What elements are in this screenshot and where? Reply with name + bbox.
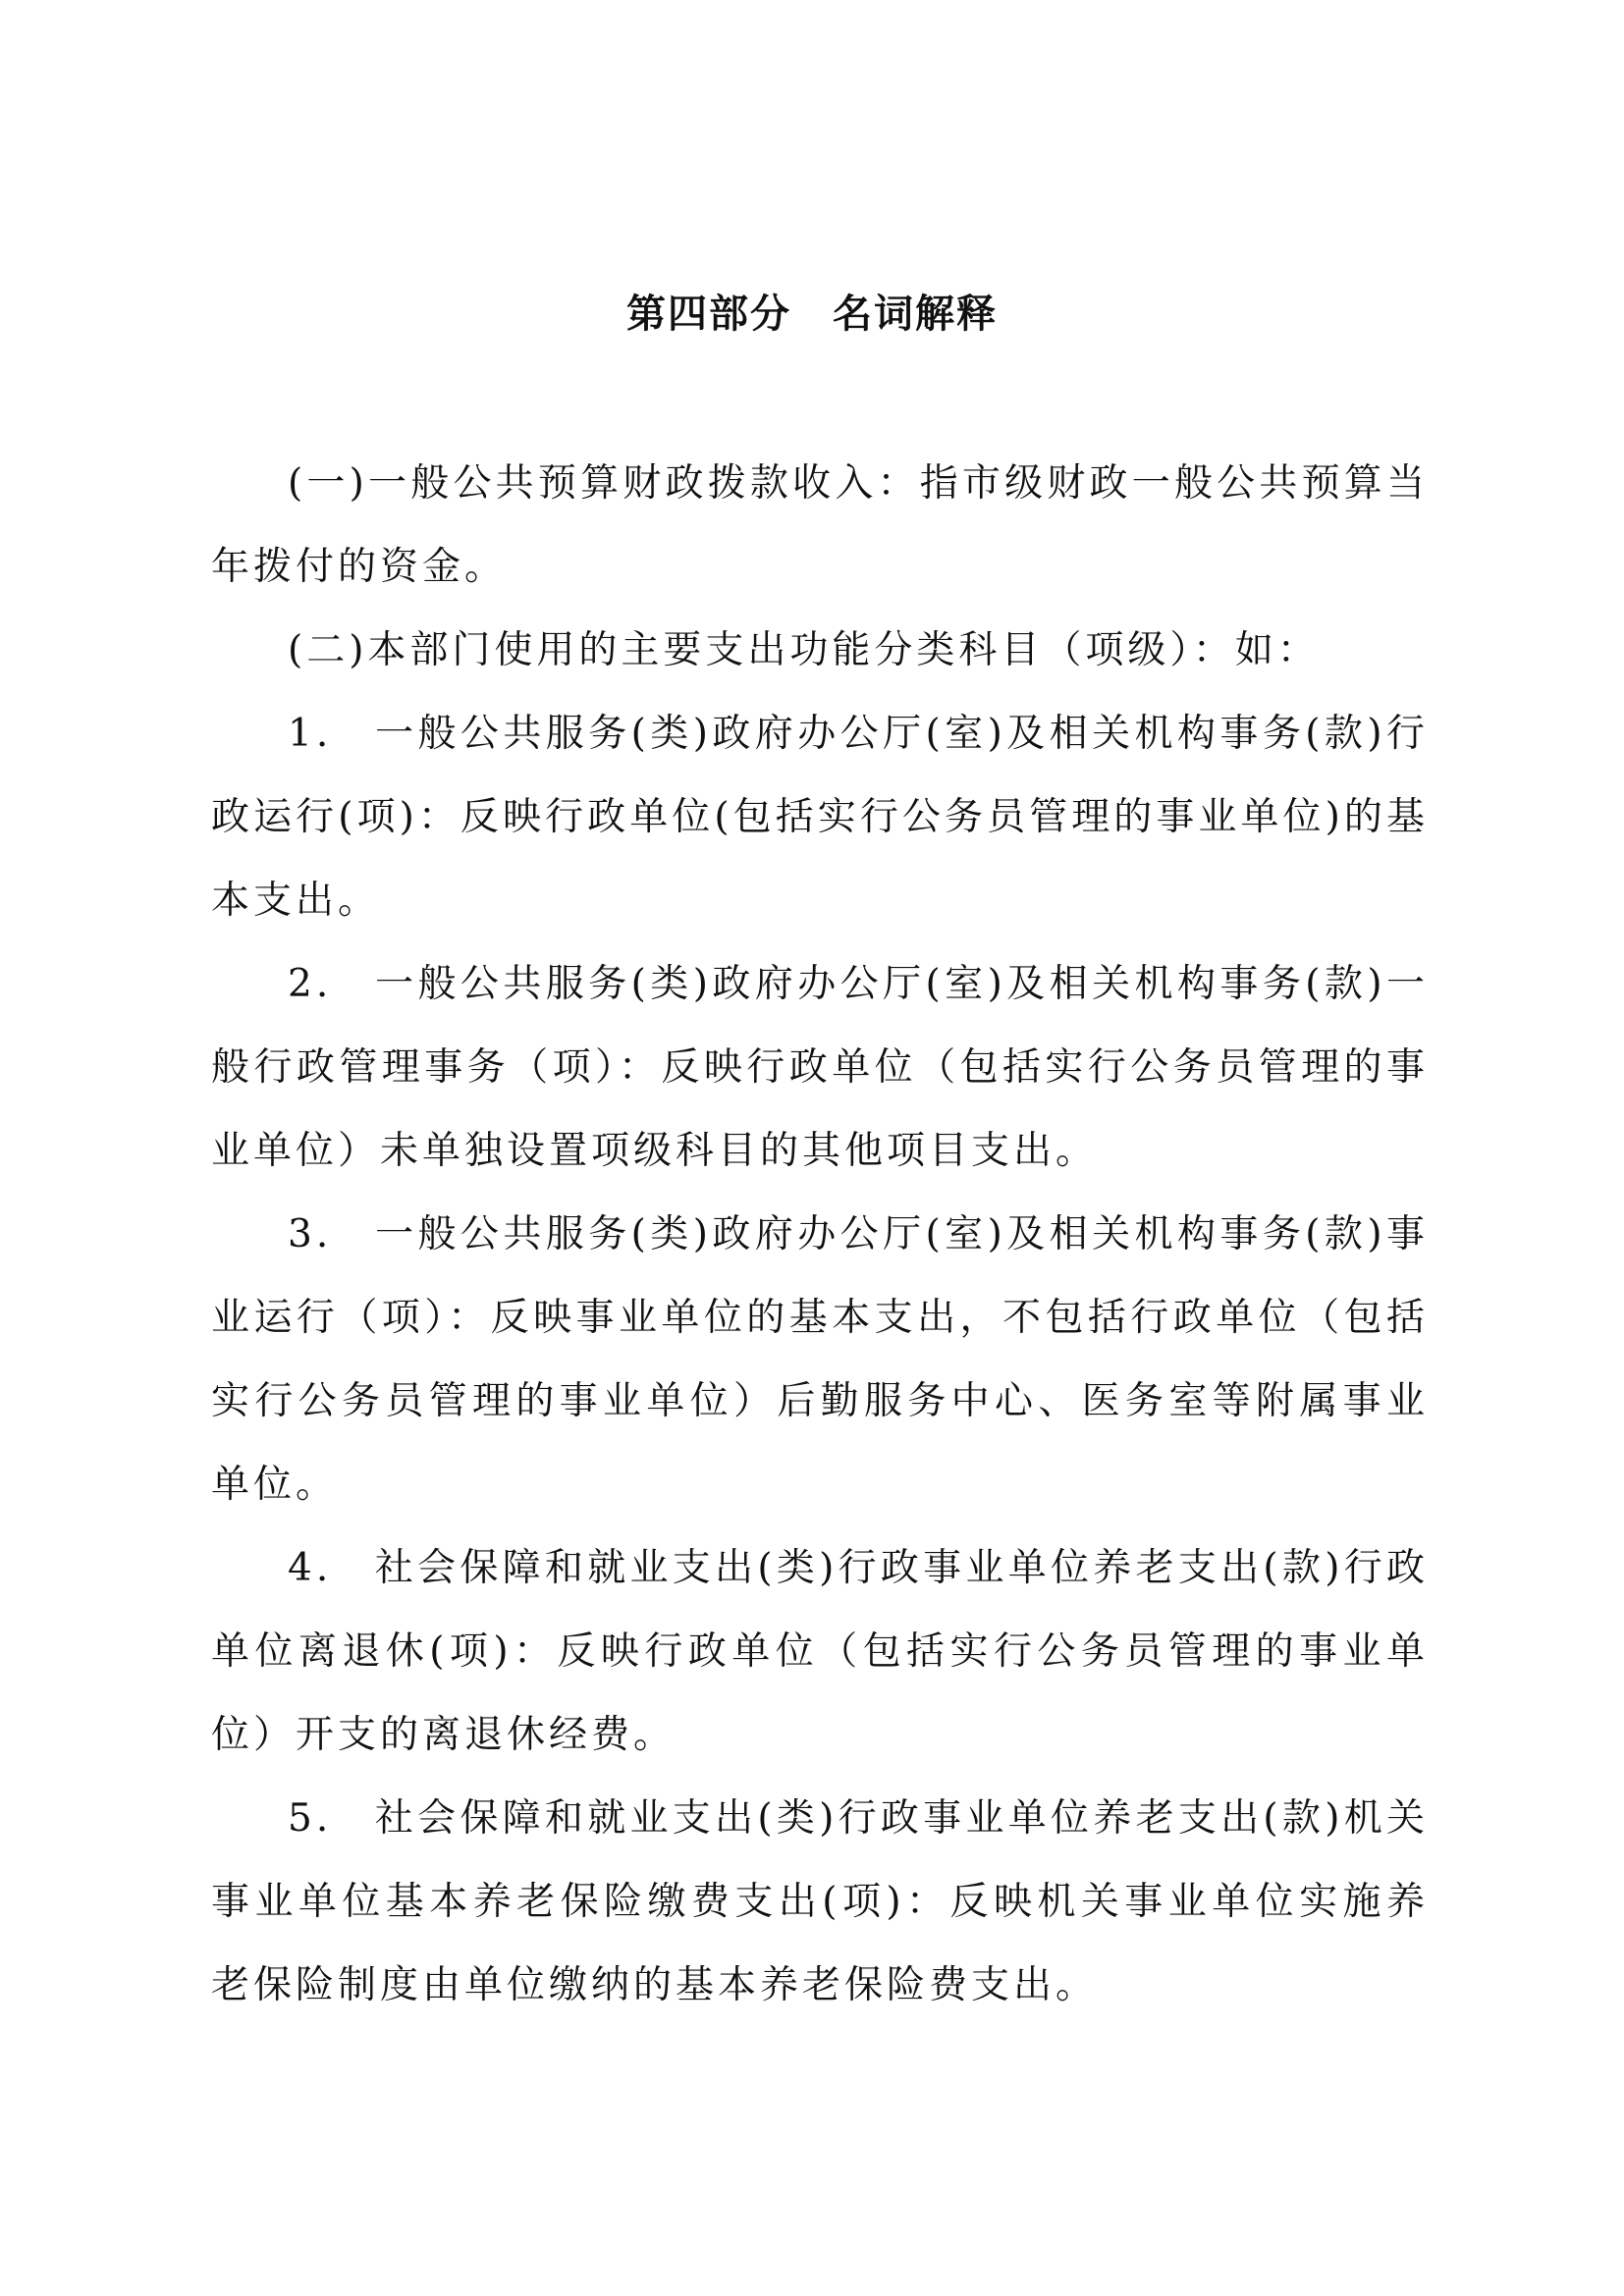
paragraph-item-3: 3. 一般公共服务(类)政府办公厅(室)及相关机构事务(款)事业运行（项）：反映事业单位的基本支出，不包括行政单位（包括实行公务员管理的事业单位）后勤服务中心、医务室等附属事业单位。 [211,1212,1429,1507]
document-body [211,442,1429,2027]
paragraph-general-budget-income: (一)一般公共预算财政拨款收入：指市级财政一般公共预算当年拨付的资金。 [211,461,1429,589]
paragraph-item-5: 5. 社会保障和就业支出(类)行政事业单位养老支出(款)机关事业单位基本养老保险缴费支出(项)：反映机关事业单位实施养老保险制度由单位缴纳的基本养老保险费支出。 [211,1796,1429,2007]
page-title: 第四部分 名词解释 [626,292,998,337]
paragraph-item-4: 4. 社会保障和就业支出(类)行政事业单位养老支出(款)行政单位离退休(项)：反映行政单位（包括实行公务员管理的事业单位）开支的离退休经费。 [211,1546,1429,1757]
paragraph-item-2: 2. 一般公共服务(类)政府办公厅(室)及相关机构事务(款)一般行政管理事务（项）：反映行政单位（包括实行公务员管理的事业单位）未单独设置项级科目的其他项目支出。 [211,962,1429,1173]
paragraph-item-1: 1. 一般公共服务(类)政府办公厅(室)及相关机构事务(款)行政运行(项)：反映行政单位(包括实行公务员管理的事业单位)的基本支出。 [211,712,1429,923]
paragraph-expenditure-categories: (二)本部门使用的主要支出功能分类科目（项级）：如： [288,628,1320,672]
